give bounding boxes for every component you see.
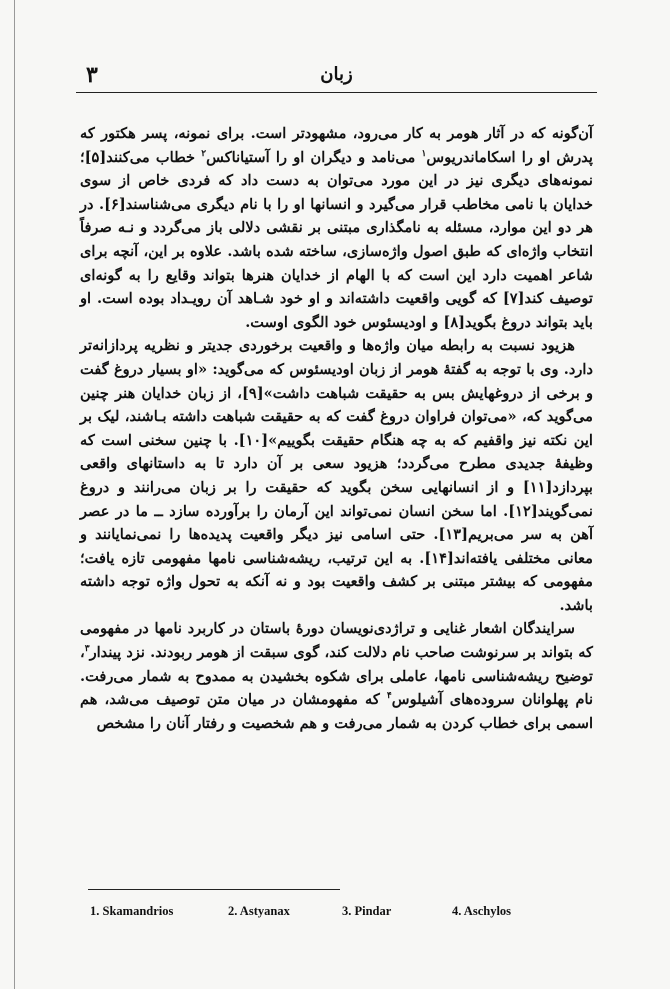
footnote-marker: ۴ <box>386 691 392 702</box>
paragraph <box>80 617 593 735</box>
footnote-4: 4. Aschylos <box>452 904 512 918</box>
paragraph <box>80 122 593 334</box>
body-text <box>80 122 593 735</box>
text-segment: سرایندگان اشعار غنایی و تراژدی‌نویسان دورهٔ باستان در کاربرد نامها در مفهومی که بتواند بر سرنوشت صاحب نام دلالت کند، گوی سبقت از هومر ربودند. نزد پیندار <box>80 620 593 662</box>
text-segment: می‌نامد و دیگران او را آستیاناکس <box>206 148 422 166</box>
page-header <box>76 60 597 90</box>
footnote-marker: ۲ <box>201 148 207 159</box>
paragraph <box>80 334 593 617</box>
footnote-1: 1. Skamandrios <box>90 904 174 918</box>
text-segment: هزیود نسبت به رابطه میان واژه‌ها و واقعیت برخوردی جدیتر و نظریه پردازانه‌تر دارد. وی با توجه به گفتهٔ هومر از زبان اودیسئوس که می‌گوید: «او بسیار دروغ گفت و برخی از دروغهایش بس به حقیقت شباهت داشت»[۹]، از زبان خدایان هنر چنین می‌گوید که، «می‌توان فراوان دروغ گفت که به حقیقت شباهت داشته بـاشند، لیک بر این نکته نیز واقفیم که به چه هنگام حقیقت بگوییم»[۱۰]. با چنین سخنی است که وظیفهٔ جدیدی مطرح می‌گردد؛ هزیود سعی بر آن دارد تا به داستانهای واقعی بپردازد[۱۱] و از انسانهایی سخن بگوید که حقیقت را بر زبان می‌رانند و دروغ نمی‌گویند[۱۲]. اما سخن انسان نمی‌تواند این آرمان را برآورده سازد ــ ما در عصر آهن به سر می‌بریم[۱۳]. حتی اسامی نیز دیگر واقعیت پدیده‌ها را نمی‌نمایانند و معانی مختلفی یافته‌اند[۱۴]. به این ترتیب، ریشه‌شناسی نامها مفهومی تازه یافت؛ مفهومی که بیشتر مبتنی بر کشف واقعیت بود و نه آنکه به تحول واژه توجه داشته باشد. <box>80 337 594 614</box>
footnote-marker: ۳ <box>84 644 90 655</box>
footnote-2: 2. Astyanax <box>228 904 290 918</box>
page-edge-line <box>14 0 15 989</box>
header-rule <box>76 92 597 93</box>
footnote-marker: ۱ <box>421 148 427 159</box>
running-title: زبان <box>320 64 353 85</box>
text-segment: که مفهومشان در میان متن توصیف می‌شد، هم اسمی برای خطاب کردن به شمار می‌رفت و هم شخصیت و رفتار آنان را مشخص <box>80 691 593 732</box>
text-segment: خطاب می‌کنند[۵]؛ نمونه‌های دیگری نیز در این مورد می‌توان به دست داد که فردی خاص از سوی خدایان با نامی مخاطب قرار می‌گیرد و انسانها او را با نام دیگری می‌شناسند[۶]. در هر دو این موارد، مسئله به نامگذاری مبتنی بر نقشی دلالی باز می‌گردد و نـه صرفاً انتخاب واژه‌ای که طبق اصول واژه‌سازی، ساخته شده باشد. علاوه بر این، آنچه برای شاعر اهمیت دارد این است که با الهام از خدایان هنرها بتواند وقایع را به گونه‌ای توصیف کند[۷] که گویی واقعیت داشته‌اند و او خود شـاهد آن رویـداد بوده است. او باید بتواند دروغ بگوید[۸] و اودیسئوس خود الگوی اوست. <box>80 148 593 331</box>
text-segment: آن‌گونه که در آثار هومر به کار می‌رود، مشهودتر است. برای نمونه، پسر هکتور که پدرش او را اسکاماندریوس <box>80 125 593 166</box>
page-number: ۳ <box>86 62 98 88</box>
footnote-rule <box>88 889 340 890</box>
footnote-3: 3. Pindar <box>342 904 392 918</box>
text-segment: ، توضیح ریشه‌شناسی نامها، عاملی برای شکوه بخشیدن به ممدوح به شمار می‌رفت. نام پهلوانان سروده‌های آشیلوس <box>80 644 594 709</box>
